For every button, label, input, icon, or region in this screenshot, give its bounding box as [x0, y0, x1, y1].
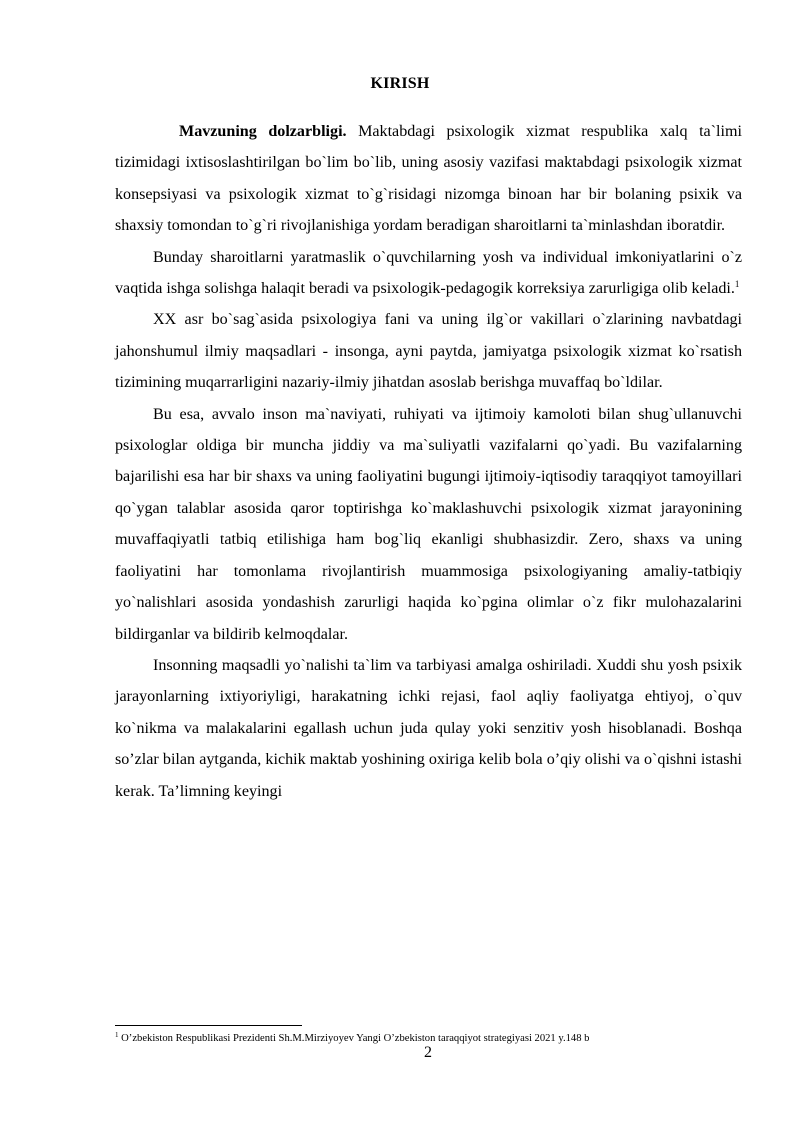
paragraph-5-text: Insonning maqsadli yo`nalishi ta`lim va tarbiyasi amalga oshiriladi. Xuddi shu yosh psixik jarayonlarning ixtiyoriyligi, harakatning ichki rejasi, faol aqliy faoliyatga ehtiyoj, o`quv ko`nikma va malakalarini egallash uchun juda qulay yoki senzitiv yosh hisoblanadi. Boshqa so’zlar bilan aytganda, kichik maktab yoshining oxiriga kelib bola o’qiy olishi va o`qishni istashi kerak. Ta’limning keyingi	[115, 656, 742, 800]
paragraph-3	[115, 304, 742, 398]
footnote-reference[interactable]: 1	[734, 279, 740, 290]
paragraph-5	[115, 650, 742, 807]
paragraph-2	[115, 242, 742, 305]
footnote-text: O’zbekiston Respublikasi Prezidenti Sh.M.Mirziyoyev Yangi O’zbekiston taraqqiyot strategiyasi 2021 y.148 b	[118, 1033, 590, 1044]
body-text	[115, 116, 742, 807]
paragraph-1	[115, 116, 742, 242]
section-title: KIRISH	[370, 75, 430, 92]
page-number: 2	[424, 1044, 432, 1061]
paragraph-4-text: Bu esa, avvalo inson ma`naviyati, ruhiyati va ijtimoiy kamoloti bilan shug`ullanuvchi psixologlar oldiga bir muncha jiddiy va ma`suliyatli vazifalarni qo`yadi. Bu vazifalarning bajarilishi esa har bir shaxs va uning faoliyatini bugungi ijtimoiy-iqtisodiy taraqqiyot tamoyillari qo`ygan talablar asosida qaror toptirishga ko`maklashuvchi psixologik xizmat jarayonining muvaffaqiyatli tatbiq etilishiga ham bog`liq ekanligi shubhasizdir. Zero, shaxs va uning faoliyatini har tomonlama rivojlantirish muammosiga psixologiyaning amaliy-tatbiqiy yo`nalishlari asosida yondashish zarurligi haqida ko`pgina olimlar o`z fikr mulohazalarini bildirganlar va bildirib kelmoqdalar.	[115, 405, 742, 643]
relevance-heading: Mavzuning dolzarbligi.	[179, 123, 347, 140]
paragraph-1-text: Maktabdagi psixologik xizmat respublika xalq ta`limi tizimidagi ixtisoslashtirilgan bo`lim bo`lib, uning asosiy vazifasi maktabdagi psixologik xizmat konsepsiyasi va psixologik xizmat to`g`risidagi nizomga binoan har bir bolaning psixik va shaxsiy tomondan to`g`ri rivojlanishiga yordam beradigan sharoitlarni ta`minlashdan iboratdir.	[115, 123, 742, 235]
paragraph-4	[115, 399, 742, 650]
paragraph-2-text: Bunday sharoitlarni yaratmaslik o`quvchilarning yosh va individual imkoniyatlarini o`z vaqtida ishga solishga halaqit beradi va psixologik-pedagogik korreksiya zarurligiga olib keladi.	[115, 248, 742, 298]
footnote-divider	[115, 1025, 302, 1026]
paragraph-3-text: XX asr bo`sag`asida psixologiya fani va uning ilg`or vakillari o`zlarining navbatdagi jahonshumul ilmiy maqsadlari - insonga, ayni paytda, jamiyatga psixologik xizmat ko`rsatish tizimining muqarrarligini nazariy-ilmiy jihatdan asoslab berishga muvaffaq bo`ldilar.	[115, 311, 742, 392]
footnote-number: 1	[115, 1031, 119, 1039]
